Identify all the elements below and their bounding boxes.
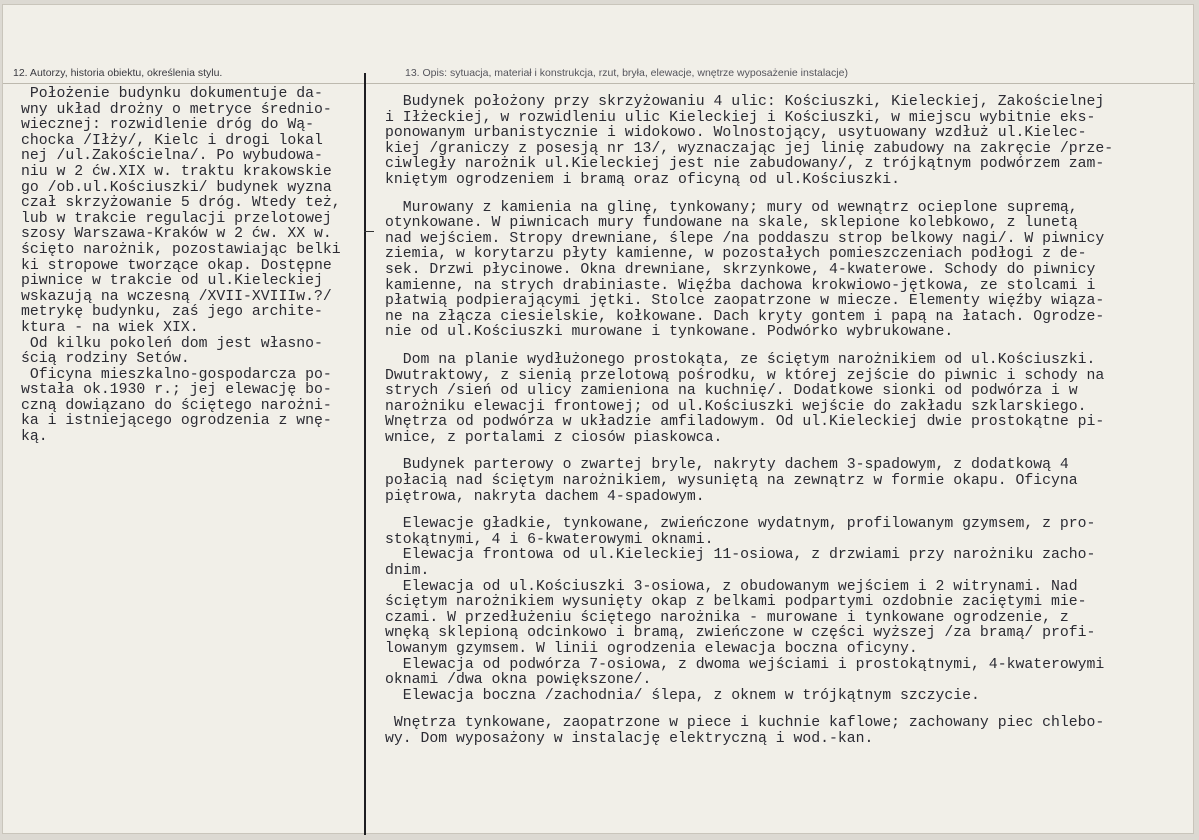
- history-paragraph: Od kilku pokoleń dom jest własno- ścią rodziny Setów.: [21, 335, 323, 368]
- description-paragraph: Murowany z kamienia na glinę, tynkowany; mury od wewnątrz ocieplone supremą, otynkowane. W piwnicach mury fundowane na skale, sklepione kolebkowo, z lunetą nad wejściem. Stropy drewniane, ślepe /na poddaszu strop belkowy nagi/. W piwnicy ziemia, w korytarzu płyty kamienne, w pozostałych pomieszczeniach podłogi z de- sek. Drzwi płycinowe. Okna drewniane, skrzynkowe, 4-kwaterowe. Schody do piwnicy kamienne, na strych drabiniaste. Więźba dachowa krokwiowo-jętkowa, ze stolcami i płatwią podpierającymi jętki. Stolce zaopatrzone w miecze. Elementy więźby wiąza- ne na złącza ciesielskie, kołkowane. Dach kryty gontem i papą na łatach. Ogrodze- nie od ul.Kościuszki murowane i tynkowane. Podwórko wybrukowane.: [385, 199, 1105, 341]
- record-card: [2, 4, 1194, 834]
- description-paragraph: Wnętrza tynkowane, zaopatrzone w piece i kuchnie kaflowe; zachowany piec chlebo- wy. Dom wyposażony w instalację elektryczną i wod.-kan.: [385, 715, 1105, 747]
- margin-tick: [364, 231, 374, 232]
- section-13-heading: 13. Opis: sytuacja, materiał i konstrukcja, rzut, bryła, elewacje, wnętrze wyposażenie instalacje): [405, 67, 848, 79]
- header-rule: [3, 83, 1195, 84]
- section-12-heading: 12. Autorzy, historia obiektu, określenia stylu.: [13, 67, 223, 79]
- history-paragraph: Położenie budynku dokumentuje da- wny układ drożny o metryce średnio- wiecznej: rozwidlenie dróg do Wą- chocka /Iłży/, Kielc i drogi lokal nej /ul.Zakościelna/. Po wybudowa- niu w 2 ćw.XIX w. traktu krakowskie go /ob.ul.Kościuszki/ budynek wyzna czał skrzyżowanie 5 dróg. Wtedy też, lub w trakcie regulacji przelotowej szosy Warszawa-Kraków w 2 ćw. XX w. ścięto narożnik, pozostawiając belki ki stropowe tworzące okap. Dostępne piwnice w trakcie od ul.Kieleckiej wskazują na wczesną /XVII-XVIIIw.?/ metrykę budynku, zaś jego archite- ktura - na wiek XIX.: [21, 86, 341, 336]
- description-paragraph: Elewacje gładkie, tynkowane, zwieńczone wydatnym, profilowanym gzymsem, z pro- stokątnymi, 4 i 6-kwaterowymi oknami. Elewacja frontowa od ul.Kieleckiej 11-osiowa, z drzwiami przy narożniku zacho- dnim. Elewacja od ul.Kościuszki 3-osiowa, z obudowanym wejściem i 2 witrynami. Nad ściętym narożnikiem wysunięty okap z belkami podpartymi ozdobnie zaciętymi mie- czami. W przedłużeniu ściętego narożnika - murowane i tynkowane ogrodzenie, z wnęką sklepioną odcinkowo i bramą, zwieńczone w części wyższej /za bramą/ profi- lowanym gzymsem. W linii ogrodzenia elewacja boczna oficyny. Elewacja od podwórza 7-osiowa, z dwoma wejściami i prostokątnymi, 4-kwaterowymi oknami /dwa okna powiększone/. Elewacja boczna /zachodnia/ ślepa, z oknem w trójkątnym szczycie.: [385, 516, 1105, 704]
- column-divider: [364, 73, 366, 835]
- history-column: [21, 87, 361, 446]
- description-paragraph: Budynek parterowy o zwartej bryle, nakryty dachem 3-spadowym, z dodatkową 4 połacią nad ściętym narożnikiem, wysuniętą na zewnątrz w formie okapu. Oficyna piętrowa, nakryta dachem 4-spadowym.: [385, 457, 1078, 505]
- description-column: [385, 95, 1190, 748]
- description-paragraph: Budynek położony przy skrzyżowaniu 4 ulic: Kościuszki, Kieleckiej, Zakościelnej i Iłżeckiej, w rozwidleniu ulic Kieleckiej i Kościuszki, w miejscu wybitnie eks- ponowanym urbanistycznie i widokowo. Wolnostojący, usytuowany wzdłuż ul.Kielec- kiej /graniczy z posesją nr 13/, wyznaczając jej linię zabudowy na zakręcie /prze- ciwległy narożnik ul.Kieleckiej jest nie zabudowany/, z trójkątnym podwórzem zam- kniętym ogrodzeniem i bramą oraz oficyną od ul.Kościuszki.: [385, 94, 1114, 188]
- description-paragraph: Dom na planie wydłużonego prostokąta, ze ściętym narożnikiem od ul.Kościuszki. Dwutraktowy, z sienią przelotową pośrodku, w której zejście do piwnic i schody na strych /sień od ulicy zamieniona na kuchnię/. Dodatkowe sionki od podwórza i w narożniku elewacji frontowej; od ul.Kościuszki wejście do zakładu szklarskiego. Wnętrza od podwórza w układzie amfiladowym. Od ul.Kieleckiej dwie prostokątne pi- wnice, z portalami z ciosów piaskowca.: [385, 351, 1105, 446]
- history-paragraph: Oficyna mieszkalno-gospodarcza po- wstała ok.1930 r.; jej elewację bo- czną dowiązano do ściętego narożni- ka i istniejącego ogrodzenia z wnę- ką.: [21, 366, 332, 446]
